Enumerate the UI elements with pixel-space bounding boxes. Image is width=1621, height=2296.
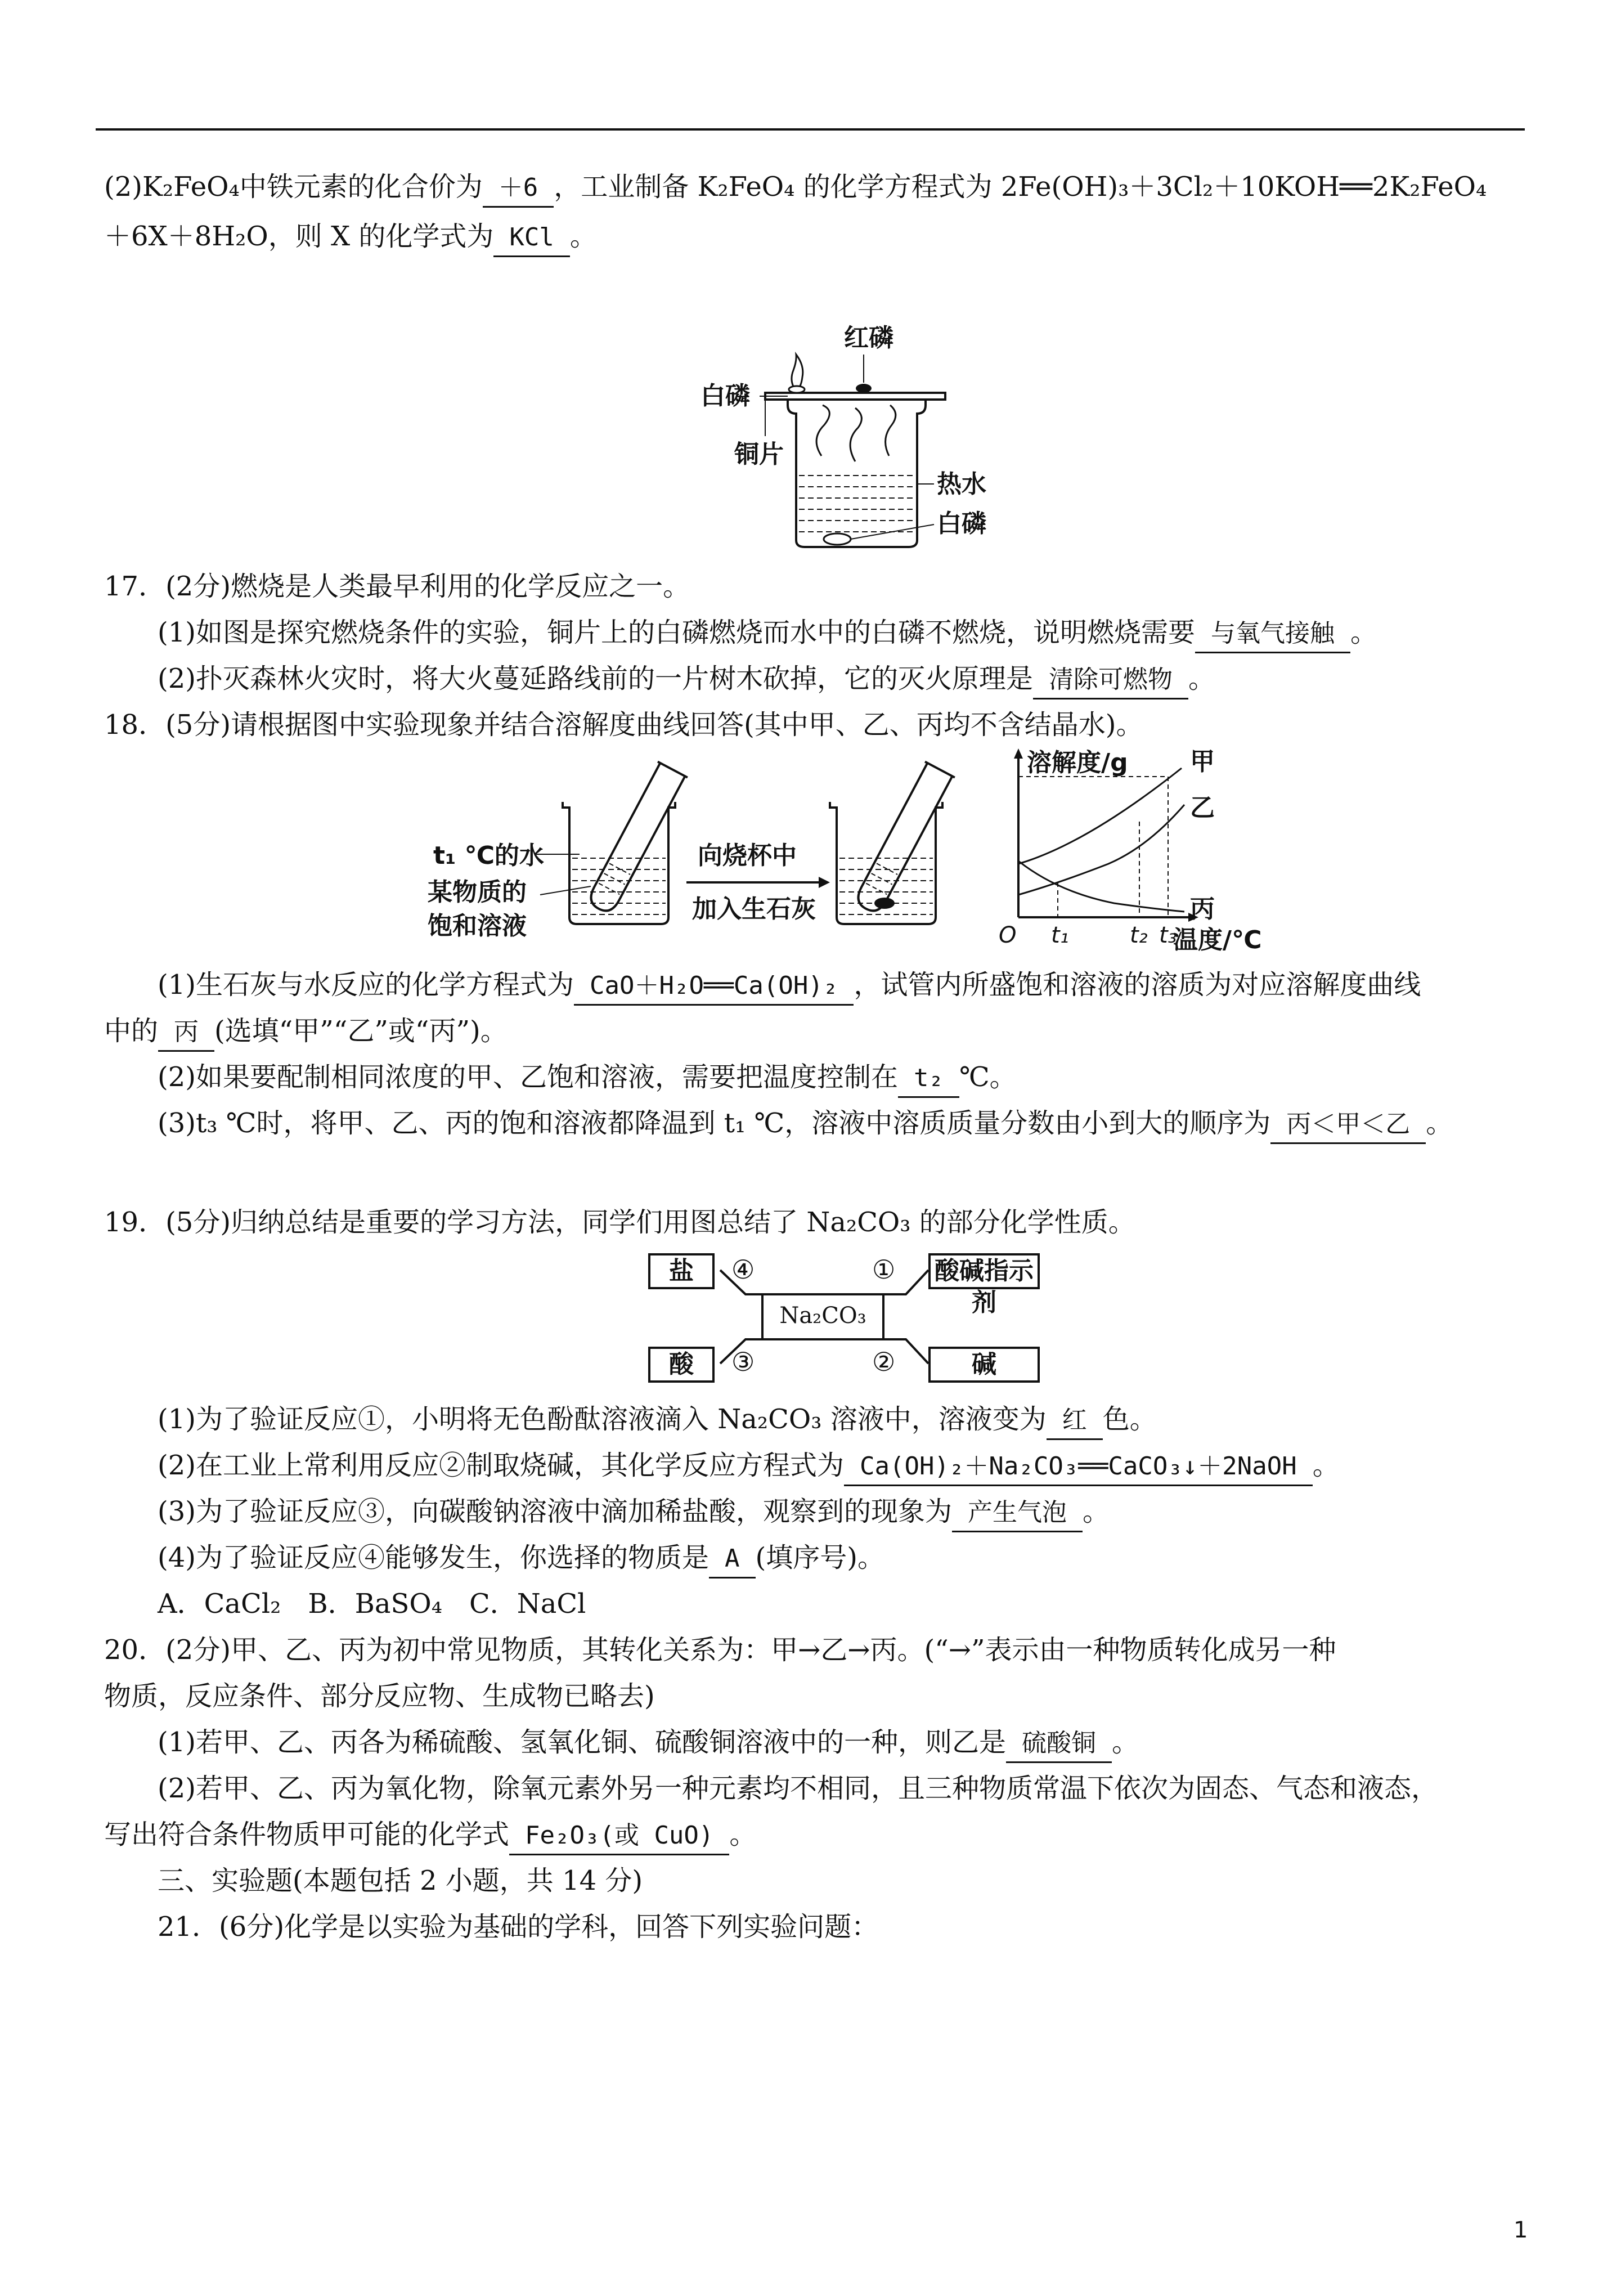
q18-part1b: 中的 丙 (选填“甲”“乙”或“丙”)。 bbox=[104, 1013, 1533, 1052]
q17-part1: (1)如图是探究燃烧条件的实验，铜片上的白磷燃烧而水中的白磷不燃烧，说明燃烧需要 与氧气接触 。 bbox=[158, 615, 1587, 653]
answer-blank: Fe₂O₃(或 CuO) bbox=[509, 1818, 729, 1855]
label-2: ② bbox=[872, 1347, 896, 1377]
indicator-box: 酸碱指示剂 bbox=[928, 1253, 1040, 1289]
answer-blank: 丙＜甲＜乙 bbox=[1270, 1106, 1426, 1144]
series-yi-label: 乙 bbox=[1190, 793, 1215, 822]
q19-part4: (4)为了验证反应④能够发生，你选择的物质是 A (填序号)。 bbox=[158, 1540, 1587, 1578]
white-phosphorus-top-label: 白磷 bbox=[701, 382, 750, 410]
q17-head: 17．(2分)燃烧是人类最早利用的化学反应之一。 bbox=[104, 571, 690, 602]
q18-part3: (3)t₃ ℃时，将甲、乙、丙的饱和溶液都降温到 t₁ ℃，溶液中溶质质量分数由小到大的顺序为 丙＜甲＜乙 。 bbox=[158, 1105, 1587, 1144]
na2co3-properties-diagram bbox=[647, 1252, 1041, 1382]
q19-options: A．CaCl₂ B．BaSO₄ C．NaCl bbox=[158, 1588, 586, 1620]
q20-part1: (1)若甲、乙、丙各为稀硫酸、氢氧化铜、硫酸铜溶液中的一种，则乙是 硫酸铜 。 bbox=[158, 1724, 1587, 1763]
page-number: 1 bbox=[1514, 2217, 1528, 2243]
answer-blank: t₂ bbox=[898, 1060, 959, 1098]
hot-water-label: 热水 bbox=[937, 470, 986, 499]
answer-blank: Ca(OH)₂＋Na₂CO₃══CaCO₃↓＋2NaOH bbox=[844, 1449, 1313, 1486]
tick-t3: t₃ bbox=[1159, 922, 1177, 948]
answer-blank: ＋6 bbox=[483, 170, 554, 208]
arrow-label-top: 向烧杯中 bbox=[698, 841, 797, 870]
q20-head2: 物质，反应条件、部分反应物、生成物已略去) bbox=[104, 1680, 655, 1712]
white-phosphorus-bottom-label: 白磷 bbox=[937, 509, 986, 538]
answer-blank: CaO＋H₂O══Ca(OH)₂ bbox=[574, 968, 854, 1006]
q19-part1: (1)为了验证反应①，小明将无色酚酞溶液滴入 Na₂CO₃ 溶液中，溶液变为 红 色。 bbox=[158, 1401, 1587, 1440]
q21-head: 21．(6分)化学是以实验为基础的学科，回答下列实验问题： bbox=[158, 1911, 879, 1943]
acid-box: 酸 bbox=[648, 1347, 715, 1383]
combustion-experiment-figure bbox=[692, 315, 1007, 551]
q18-part1: (1)生石灰与水反应的化学方程式为 CaO＋H₂O══Ca(OH)₂ ，试管内所盛饱和溶液的溶质为对应溶解度曲线 bbox=[158, 967, 1587, 1006]
answer-blank: 硫酸铜 bbox=[1006, 1725, 1112, 1763]
origin-label: O bbox=[999, 922, 1017, 948]
q19-part3: (3)为了验证反应③，向碳酸钠溶液中滴加稀盐酸，观察到的现象为 产生气泡 。 bbox=[158, 1494, 1587, 1532]
section-3-heading: 三、实验题(本题包括 2 小题，共 14 分) bbox=[158, 1865, 643, 1896]
answer-blank: 产生气泡 bbox=[952, 1495, 1083, 1532]
solubility-experiment-figure bbox=[411, 748, 1283, 957]
solubility-axis-label: 溶解度/g bbox=[1027, 748, 1128, 777]
answer-blank: A bbox=[709, 1541, 756, 1578]
label-3: ③ bbox=[731, 1347, 755, 1377]
t1-water-label: t₁ ℃的水 bbox=[433, 841, 544, 870]
top-rule bbox=[96, 128, 1525, 131]
answer-blank: 清除可燃物 bbox=[1033, 662, 1188, 699]
label-4: ④ bbox=[731, 1254, 755, 1285]
temperature-axis-label: 温度/℃ bbox=[1173, 926, 1262, 954]
q18-head: 18．(5分)请根据图中实验现象并结合溶解度曲线回答(其中甲、乙、丙均不含结晶水)。 bbox=[104, 709, 1143, 741]
answer-blank: 与氧气接触 bbox=[1195, 616, 1350, 653]
tick-t2: t₂ bbox=[1130, 922, 1148, 948]
q18-part2: (2)如果要配制相同浓度的甲、乙饱和溶液，需要把温度控制在 t₂ ℃。 bbox=[158, 1059, 1587, 1098]
tick-t1: t₁ bbox=[1051, 922, 1069, 948]
q20-part2b: 写出符合条件物质甲可能的化学式 Fe₂O₃(或 CuO) 。 bbox=[104, 1817, 1533, 1855]
answer-blank: 红 bbox=[1047, 1402, 1103, 1440]
q20-part2: (2)若甲、乙、丙为氧化物，除氧元素外另一种元素均不相同，且三种物质常温下依次为固态、气态和液态， bbox=[158, 1773, 1438, 1804]
q20-head: 20．(2分)甲、乙、丙为初中常见物质，其转化关系为：甲→乙→丙。(“→”表示由一种物质转化成另一种 bbox=[104, 1634, 1336, 1666]
q16-line1: (2)K₂FeO₄中铁元素的化合价为 ＋6 ，工业制备 K₂FeO₄ 的化学方程式为 2Fe(OH)₃＋3Cl₂＋10KOH══2K₂FeO₄ bbox=[104, 169, 1533, 208]
copper-plate-label: 铜片 bbox=[734, 440, 784, 469]
salt-box: 盐 bbox=[648, 1253, 715, 1289]
na2co3-center-label: Na₂CO₃ bbox=[779, 1303, 866, 1329]
series-bing-label: 丙 bbox=[1190, 895, 1215, 923]
saturated-solution-label-1: 某物质的 bbox=[428, 878, 527, 907]
q19-part2: (2)在工业上常利用反应②制取烧碱，其化学反应方程式为 Ca(OH)₂＋Na₂CO₃══CaCO₃↓＋2NaOH 。 bbox=[158, 1447, 1587, 1486]
arrow-label-bottom: 加入生石灰 bbox=[692, 895, 816, 923]
base-box: 碱 bbox=[928, 1347, 1040, 1383]
label-1: ① bbox=[872, 1254, 896, 1285]
series-jia-label: 甲 bbox=[1190, 748, 1215, 776]
red-phosphorus-label: 红磷 bbox=[844, 324, 893, 352]
saturated-solution-label-2: 饱和溶液 bbox=[428, 912, 527, 940]
q19-head: 19．(5分)归纳总结是重要的学习方法，同学们用图总结了 Na₂CO₃ 的部分化学性质。 bbox=[104, 1207, 1135, 1238]
q17-part2: (2)扑灭森林火灾时，将大火蔓延路线前的一片树木砍掉，它的灭火原理是 清除可燃物 。 bbox=[158, 661, 1587, 699]
answer-blank: 丙 bbox=[158, 1014, 214, 1052]
answer-blank: KCl bbox=[493, 219, 569, 257]
q16-line2: ＋6X＋8H₂O，则 X 的化学式为 KCl 。 bbox=[104, 218, 1533, 257]
